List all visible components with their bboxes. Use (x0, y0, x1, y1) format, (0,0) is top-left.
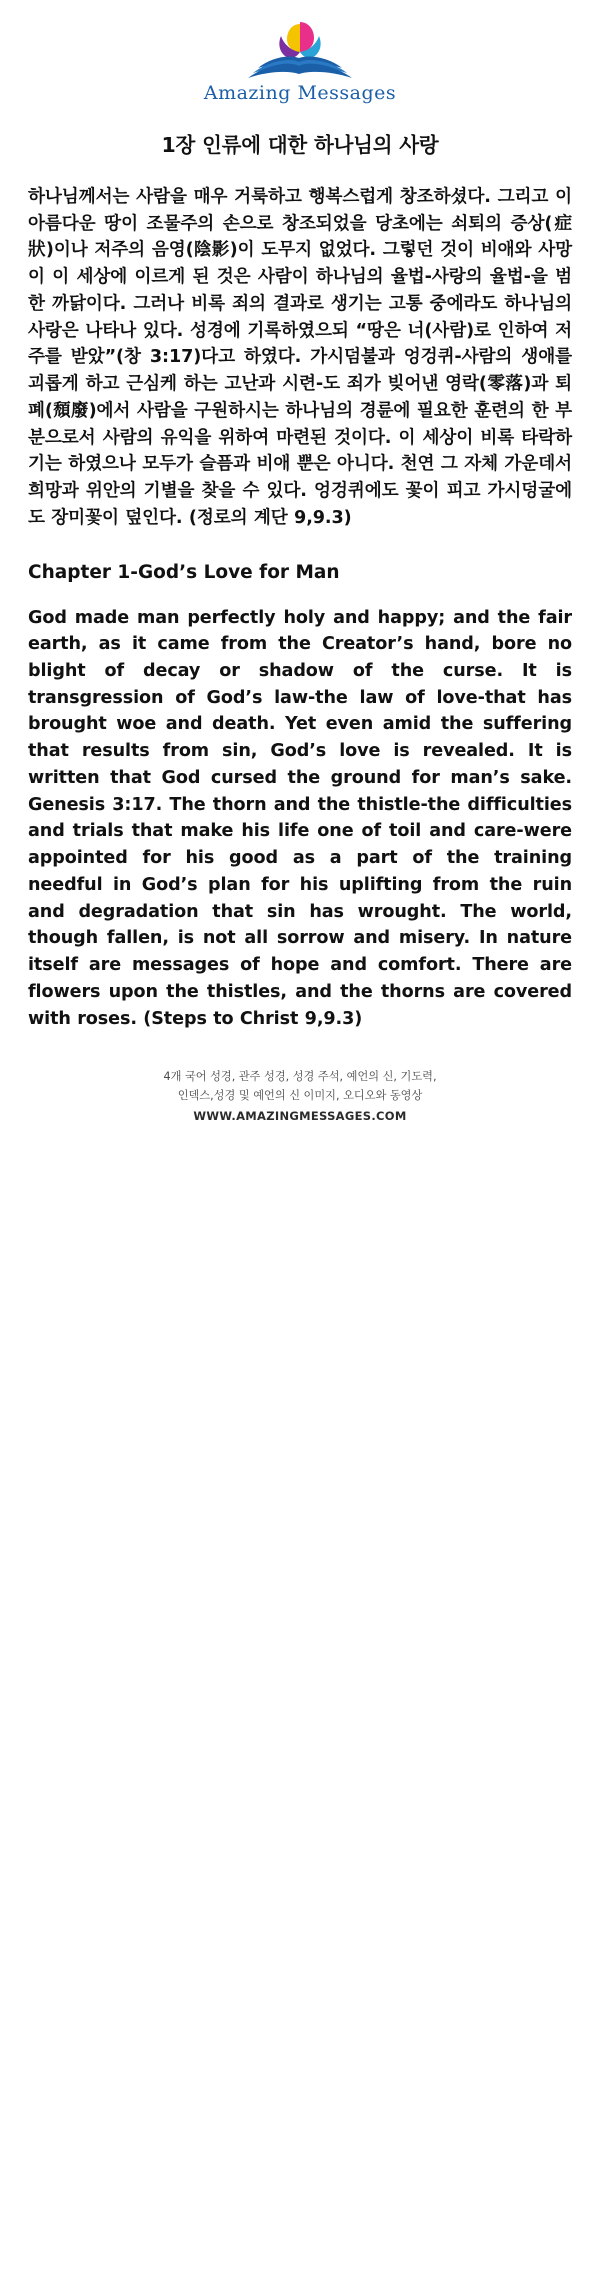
fanned-pages-with-colored-petals-icon (240, 18, 360, 80)
document-page (0, 0, 600, 1136)
footer-line-2: 인덱스,성경 및 예언의 신 이미지, 오디오와 동영상 (177, 1088, 423, 1102)
brand-name: Amazing Messages (203, 82, 397, 104)
site-logo[interactable] (28, 14, 572, 110)
body-paragraph-korean: 하나님께서는 사람을 매우 거룩하고 행복스럽게 창조하셨다. 그리고 이 아름다운 땅이 조물주의 손으로 창조되었을 당초에는 쇠퇴의 증상(症狀)이나 저주의 음영(陰影)이 도무지 없었다. 그렇던 것이 비애와 사망이 이 세상에 이르게 된 것은 사람이 하나님의 율법-사랑의 율법-을 범한 까닭이다. 그러나 비록 죄의 결과로 생기는 고통 중에라도 하나님의 사랑은 나타나 있다. 성경에 기록하였으되 “땅은 너(사람)로 인하여 저주를 받았”(창 3:17)다고 하였다. 가시덤불과 엉겅퀴-사람의 생애를 괴롭게 하고 근심케 하는 고난과 시련-도 죄가 빚어낸 영락(零落)과 퇴폐(頹廢)에서 사람을 구원하시는 하나님의 경륜에 필요한 훈련의 한 부분으로서 사람의 유익을 위하여 마련된 것이다. 이 세상이 비록 타락하기는 하였으나 모두가 슬픔과 비애 뿐은 아니다. 천연 그 자체 가운데서 희망과 위안의 기별을 찾을 수 있다. 엉겅퀴에도 꽃이 피고 가시덩굴에도 장미꽃이 덮인다. (정로의 계단 9,9.3) (28, 187, 572, 528)
section-title-english: Chapter 1-God’s Love for Man (28, 561, 340, 583)
footer-website-url[interactable]: WWW.AMAZINGMESSAGES.COM (193, 1109, 407, 1124)
body-paragraph-english: God made man perfectly holy and happy; and the fair earth, as it came from the Creator’s hand, bore no blight of decay or shadow of the curse. It is transgression of God’s law-the law of love-that has brought woe and death. Yet even amid the suffering that results from sin, God’s love is revealed. It is written that God cursed the ground for man’s sake. Genesis 3:17. The thorn and the thistle-the difficulties and trials that make his life one of toil and care-were appointed for his good as a part of the training needful in God’s plan for his uplifting from the ruin and degradation that sin has wrought. The world, though fallen, is not all sorrow and misery. In nature itself are messages of hope and comfort. There are flowers upon the thistles, and the thorns are covered with roses. (Steps to Christ 9,9.3) (28, 607, 572, 1029)
footer (28, 1062, 572, 1126)
page-title-korean: 1장 인류에 대한 하나님의 사랑 (161, 133, 439, 157)
footer-line-1: 4개 국어 성경, 관주 성경, 성경 주석, 예언의 신, 기도력, (163, 1070, 437, 1084)
